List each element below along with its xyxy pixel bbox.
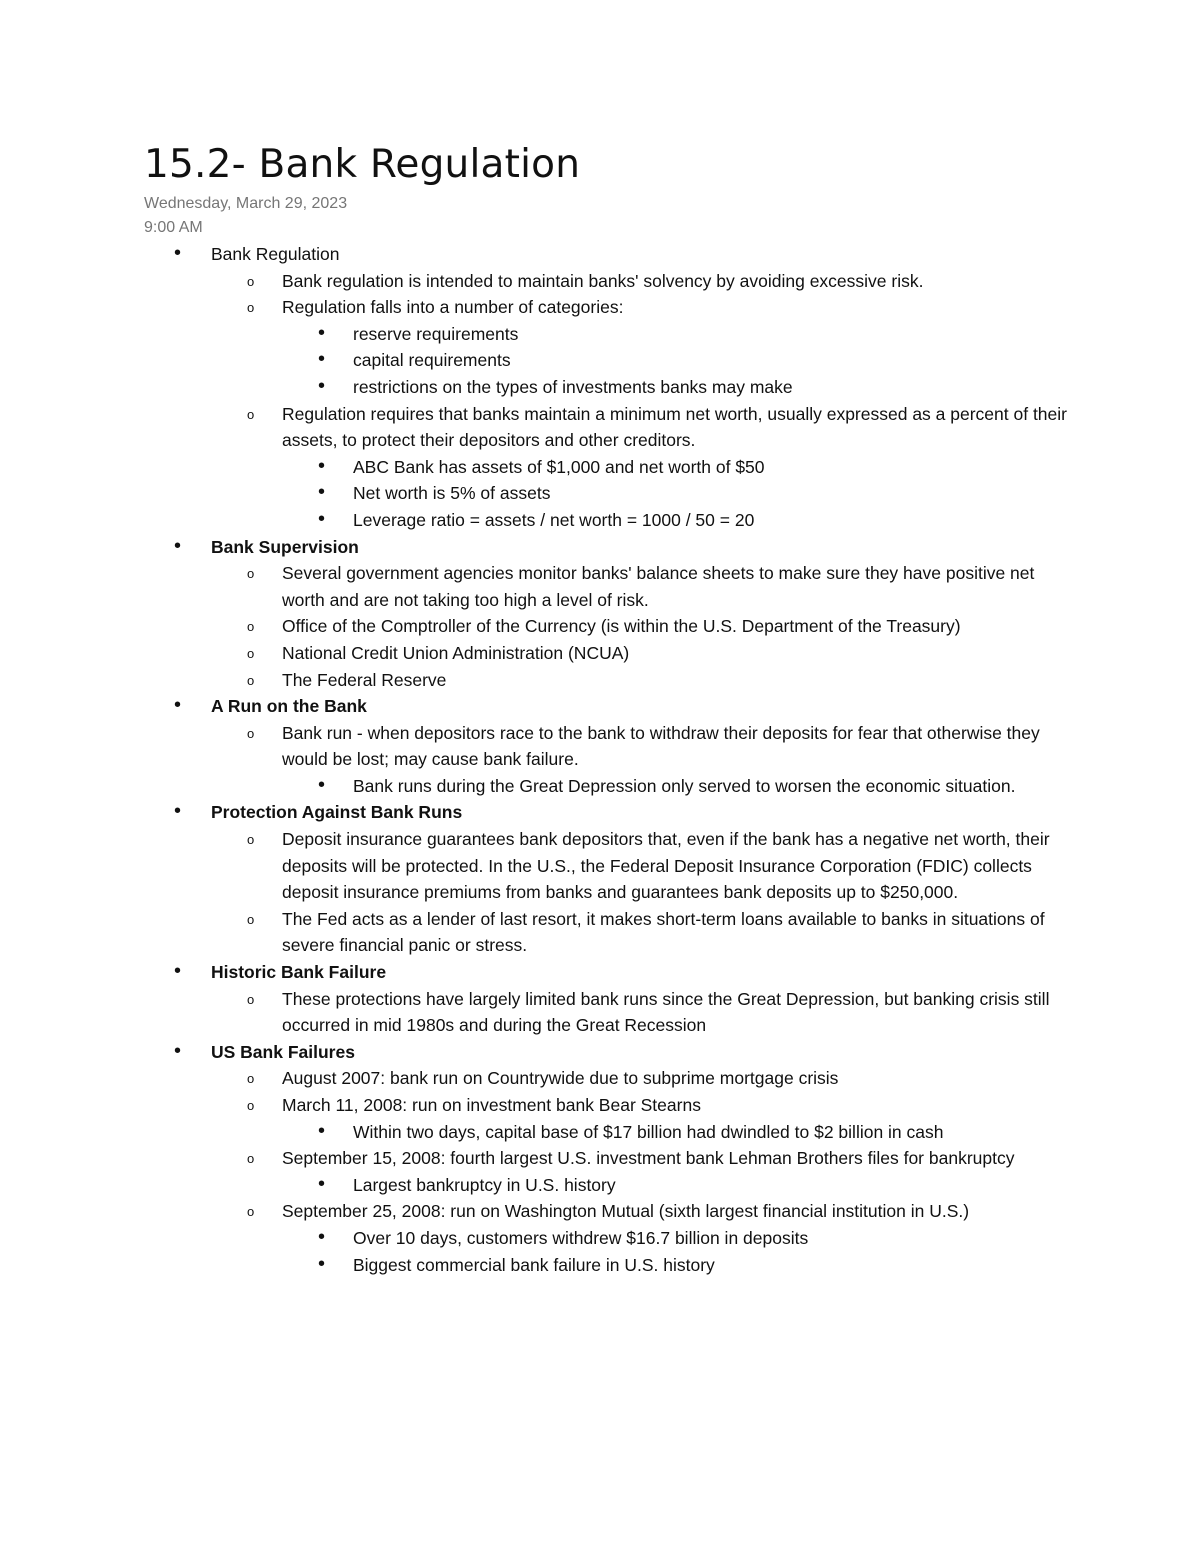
circle-bullet-icon: o: [247, 725, 255, 741]
sub-list: [211, 986, 1074, 1039]
outline-list: [144, 241, 1074, 1278]
circle-bullet-icon: o: [247, 991, 255, 1007]
list-item: [144, 1198, 1074, 1278]
sub-sub-list: [282, 1172, 1074, 1199]
circle-bullet-icon: o: [247, 832, 255, 848]
bullet-icon: •: [318, 1225, 326, 1248]
list-item: [144, 720, 1074, 800]
list-item-text: These protections have largely limited bank runs since the Great Depression, but banking crisis still occurred in mid 1980s and during the Great Recession: [282, 988, 1050, 1036]
list-item: [144, 906, 1074, 959]
section-heading: US Bank Failures: [211, 1041, 355, 1062]
sub-list-item-text: Biggest commercial bank failure in U.S. history: [353, 1254, 715, 1275]
list-item: [144, 613, 1074, 640]
bullet-icon: •: [174, 1039, 182, 1062]
section-heading: Protection Against Bank Runs: [211, 802, 463, 823]
list-item-text: Regulation requires that banks maintain a minimum net worth, usually expressed as a percent of their assets, to protect their depositors and other creditors.: [282, 403, 1067, 451]
section-heading: Historic Bank Failure: [211, 962, 387, 983]
section-item: [144, 1039, 1074, 1278]
list-item: [144, 401, 1074, 534]
note-page: [144, 142, 1074, 1278]
list-item-text: The Fed acts as a lender of last resort, it makes short-term loans available to banks in situations of severe financial panic or stress.: [282, 908, 1045, 956]
list-item-text: Regulation falls into a number of categories:: [282, 297, 624, 318]
list-item: [144, 986, 1074, 1039]
bullet-icon: •: [318, 1252, 326, 1275]
note-date: Wednesday, March 29, 2023: [144, 195, 348, 212]
sub-list-item: [144, 454, 1074, 481]
section-heading: Bank Supervision: [211, 536, 359, 557]
sub-list-item: [144, 773, 1074, 800]
list-item: [144, 1065, 1074, 1092]
list-item: [144, 1145, 1074, 1198]
circle-bullet-icon: o: [247, 645, 255, 661]
sub-list: [211, 720, 1074, 800]
section-heading: A Run on the Bank: [211, 696, 367, 717]
sub-list-item: [144, 321, 1074, 348]
sub-list: [211, 560, 1074, 693]
sub-list-item-text: capital requirements: [353, 350, 511, 371]
circle-bullet-icon: o: [247, 1204, 255, 1220]
circle-bullet-icon: o: [247, 406, 255, 422]
list-item: [144, 268, 1074, 295]
bullet-icon: •: [174, 694, 182, 717]
sub-list: [211, 826, 1074, 959]
sub-list-item-text: Within two days, capital base of $17 billion had dwindled to $2 billion in cash: [353, 1121, 944, 1142]
sub-list-item: [144, 347, 1074, 374]
bullet-icon: •: [174, 534, 182, 557]
bullet-icon: •: [318, 1119, 326, 1142]
sub-sub-list: [282, 773, 1074, 800]
bullet-icon: •: [318, 374, 326, 397]
circle-bullet-icon: o: [247, 273, 255, 289]
sub-sub-list: [282, 1225, 1074, 1278]
sub-sub-list: [282, 1119, 1074, 1146]
sub-sub-list: [282, 454, 1074, 534]
sub-list-item-text: Bank runs during the Great Depression only served to worsen the economic situation.: [353, 775, 1016, 796]
bullet-icon: •: [318, 348, 326, 371]
list-item-text: September 15, 2008: fourth largest U.S. investment bank Lehman Brothers files for bankruptcy: [282, 1148, 1015, 1169]
list-item-text: September 25, 2008: run on Washington Mutual (sixth largest financial institution in U.S.): [282, 1201, 970, 1222]
list-item-text: August 2007: bank run on Countrywide due to subprime mortgage crisis: [282, 1068, 839, 1089]
list-item: [144, 560, 1074, 613]
section-item: [144, 799, 1074, 959]
list-item-text: Several government agencies monitor banks' balance sheets to make sure they have positive net worth and are not taking too high a level of risk.: [282, 563, 1035, 610]
circle-bullet-icon: o: [247, 911, 255, 927]
section-item: [144, 241, 1074, 534]
list-item-text: Bank run - when depositors race to the bank to withdraw their deposits for fear that otherwise they would be lost; may cause bank failure.: [282, 722, 1040, 770]
circle-bullet-icon: o: [247, 1098, 255, 1113]
bullet-icon: •: [318, 507, 326, 530]
list-item: [144, 1092, 1074, 1145]
sub-list-item-text: Net worth is 5% of assets: [353, 483, 551, 504]
bullet-icon: •: [318, 454, 326, 477]
note-body: [144, 241, 1074, 1278]
page-title: 15.2- Bank Regulation: [144, 142, 581, 187]
sub-list-item-text: Largest bankruptcy in U.S. history: [353, 1174, 616, 1195]
sub-list-item-text: Over 10 days, customers withdrew $16.7 billion in deposits: [353, 1227, 809, 1248]
note-time: 9:00 AM: [144, 219, 203, 236]
section-item: [144, 534, 1074, 694]
sub-list-item: [144, 480, 1074, 507]
list-item: [144, 667, 1074, 694]
list-item-text: Deposit insurance guarantees bank depositors that, even if the bank has a negative net worth, their deposits will be protected. In the U.S., the Federal Deposit Insurance Corporation (FDIC) collects deposit insurance premiums from banks and guarantees bank deposits up to $250,000.: [282, 829, 1050, 903]
section-heading: Bank Regulation: [211, 244, 340, 264]
sub-list: [211, 1065, 1074, 1278]
sub-list-item: [144, 507, 1074, 534]
circle-bullet-icon: o: [247, 566, 255, 582]
list-item-text: Office of the Comptroller of the Currency (is within the U.S. Department of the Treasury): [282, 616, 961, 637]
circle-bullet-icon: o: [247, 619, 255, 635]
list-item: [144, 826, 1074, 906]
sub-list-item: [144, 1119, 1074, 1146]
sub-list: [211, 268, 1074, 534]
list-item-text: March 11, 2008: run on investment bank Bear Stearns: [282, 1095, 701, 1115]
list-item: [144, 640, 1074, 667]
bullet-icon: •: [318, 1172, 326, 1195]
section-item: [144, 693, 1074, 799]
list-item-text: Bank regulation is intended to maintain banks' solvency by avoiding excessive risk.: [282, 270, 924, 291]
list-item-text: The Federal Reserve: [282, 669, 447, 690]
sub-list-item: [144, 1252, 1074, 1279]
bullet-icon: •: [174, 242, 182, 264]
bullet-icon: •: [318, 481, 326, 504]
sub-list-item-text: Leverage ratio = assets / net worth = 1000 / 50 = 20: [353, 509, 755, 530]
bullet-icon: •: [174, 960, 182, 983]
sub-list-item-text: ABC Bank has assets of $1,000 and net worth of $50: [353, 456, 765, 477]
sub-list-item-text: reserve requirements: [353, 323, 519, 344]
bullet-icon: •: [318, 773, 326, 796]
circle-bullet-icon: o: [247, 1151, 255, 1167]
circle-bullet-icon: o: [247, 300, 255, 316]
circle-bullet-icon: o: [247, 672, 255, 688]
list-item-text: National Credit Union Administration (NCUA): [282, 642, 630, 663]
sub-list-item-text: restrictions on the types of investments banks may make: [353, 376, 793, 397]
sub-list-item: [144, 1172, 1074, 1199]
bullet-icon: •: [318, 321, 326, 344]
circle-bullet-icon: o: [247, 1071, 255, 1087]
section-item: [144, 959, 1074, 1039]
sub-list-item: [144, 374, 1074, 401]
bullet-icon: •: [174, 800, 182, 823]
sub-sub-list: [282, 321, 1074, 401]
list-item: [144, 294, 1074, 400]
sub-list-item: [144, 1225, 1074, 1252]
